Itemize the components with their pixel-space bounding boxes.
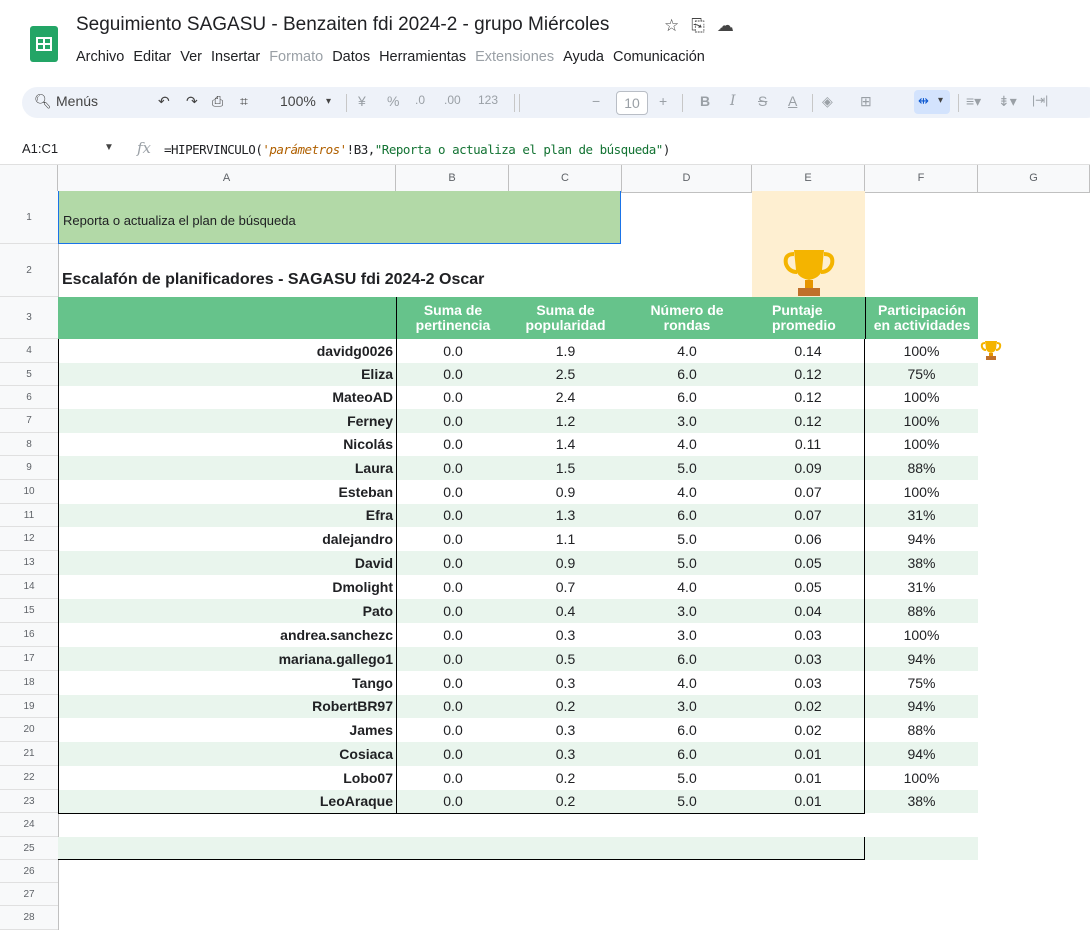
cell-popularidad[interactable]: 0.3	[509, 718, 622, 742]
cell-promedio[interactable]: 0.14	[752, 339, 865, 363]
cell-promedio[interactable]: 0.03	[752, 671, 865, 695]
cell-promedio[interactable]: 0.03	[752, 623, 865, 647]
empty-cell-f25[interactable]	[865, 837, 978, 860]
cell-rondas[interactable]: 5.0	[622, 527, 752, 551]
cell-participacion[interactable]: 94%	[865, 527, 978, 551]
cell-rondas[interactable]: 6.0	[622, 647, 752, 671]
cell-rondas[interactable]: 5.0	[622, 766, 752, 790]
row-header[interactable]: 1	[0, 191, 58, 244]
cell-popularidad[interactable]: 1.2	[509, 409, 622, 433]
cell-participacion[interactable]: 100%	[865, 409, 978, 433]
chevron-down-icon[interactable]: ▾	[326, 96, 332, 107]
cell-name[interactable]: MateoAD	[58, 386, 396, 409]
row-header[interactable]: 17	[0, 647, 58, 671]
cell-name[interactable]: mariana.gallego1	[58, 647, 396, 671]
text-color-button[interactable]: A	[788, 93, 798, 109]
cell-popularidad[interactable]: 1.1	[509, 527, 622, 551]
cell-pertinencia[interactable]: 0.0	[396, 790, 509, 813]
cell-popularidad[interactable]: 0.9	[509, 551, 622, 575]
cell-popularidad[interactable]: 0.2	[509, 766, 622, 790]
cell-participacion[interactable]: 100%	[865, 623, 978, 647]
chevron-down-icon[interactable]: ▼	[104, 142, 114, 153]
cell-participacion[interactable]: 100%	[865, 386, 978, 409]
cell-pertinencia[interactable]: 0.0	[396, 695, 509, 718]
bold-button[interactable]: B	[700, 93, 711, 109]
menu-item[interactable]: Ayuda	[563, 49, 604, 65]
cell-popularidad[interactable]: 0.2	[509, 695, 622, 718]
cell-name[interactable]: LeoAraque	[58, 790, 396, 813]
cell-promedio[interactable]: 0.12	[752, 409, 865, 433]
cell-popularidad[interactable]: 1.9	[509, 339, 622, 363]
cell-popularidad[interactable]: 0.3	[509, 671, 622, 695]
header-suma-popularidad[interactable]: Suma de popularidad	[509, 297, 622, 339]
cell-pertinencia[interactable]: 0.0	[396, 742, 509, 766]
cell-promedio[interactable]: 0.07	[752, 480, 865, 504]
row-header[interactable]: 10	[0, 480, 58, 504]
strikethrough-button[interactable]: S	[758, 93, 768, 109]
cell-popularidad[interactable]: 1.5	[509, 456, 622, 480]
fill-color-icon[interactable]: ◈	[822, 93, 833, 109]
cell-pertinencia[interactable]: 0.0	[396, 409, 509, 433]
row-header[interactable]: 3	[0, 297, 58, 339]
cell-popularidad[interactable]: 2.4	[509, 386, 622, 409]
header-cell-a[interactable]	[58, 297, 396, 339]
trophy-small-icon	[980, 338, 1002, 362]
cell-participacion[interactable]: 38%	[865, 790, 978, 813]
cell-promedio[interactable]: 0.02	[752, 695, 865, 718]
cell-popularidad[interactable]: 0.5	[509, 647, 622, 671]
decrease-font-size-button[interactable]: −	[592, 93, 601, 109]
formula-input[interactable]: =HIPERVINCULO('parámetros'!B3,"Reporta o actualiza el plan de búsqueda")	[164, 142, 670, 157]
cell-name[interactable]: David	[58, 551, 396, 575]
text-wrap-icon[interactable]: |⇥|	[1032, 93, 1049, 107]
cell-name[interactable]: Laura	[58, 456, 396, 480]
cell-participacion[interactable]: 31%	[865, 504, 978, 527]
cell-promedio[interactable]: 0.04	[752, 599, 865, 623]
cell-name[interactable]: davidg0026	[58, 339, 396, 363]
cell-participacion[interactable]: 75%	[865, 363, 978, 386]
row-header[interactable]: 25	[0, 837, 58, 860]
menu-item[interactable]: Editar	[133, 49, 172, 65]
redo-icon[interactable]: ↷	[186, 93, 198, 109]
cell-participacion[interactable]: 38%	[865, 551, 978, 575]
name-box[interactable]: A1:C1	[22, 141, 59, 156]
cell-promedio[interactable]: 0.09	[752, 456, 865, 480]
cell-rondas[interactable]: 4.0	[622, 575, 752, 599]
cell-rondas[interactable]: 5.0	[622, 790, 752, 813]
decrease-decimal-button[interactable]: .0	[415, 93, 426, 107]
cell-promedio[interactable]: 0.02	[752, 718, 865, 742]
row-header[interactable]: 4	[0, 339, 58, 363]
cell-participacion[interactable]: 94%	[865, 742, 978, 766]
menu-item[interactable]: Comunicación	[612, 49, 705, 65]
cell-rondas[interactable]: 3.0	[622, 409, 752, 433]
cell-pertinencia[interactable]: 0.0	[396, 551, 509, 575]
cell-promedio[interactable]: 0.01	[752, 790, 865, 813]
cell-name[interactable]: Efra	[58, 504, 396, 527]
row-header[interactable]: 19	[0, 695, 58, 718]
document-title[interactable]: Seguimiento SAGASU - Benzaiten fdi 2024-2 - grupo Miércoles	[76, 14, 610, 35]
cell-promedio[interactable]: 0.11	[752, 433, 865, 456]
cell-name[interactable]: Eliza	[58, 363, 396, 386]
cell-popularidad[interactable]: 1.3	[509, 504, 622, 527]
cell-promedio[interactable]: 0.06	[752, 527, 865, 551]
search-menus-button[interactable]: Menús	[56, 93, 99, 109]
header-puntaje-promedio[interactable]: Puntaje promedio	[752, 297, 865, 339]
percent-format-button[interactable]: %	[387, 93, 400, 109]
trophy-icon	[780, 240, 838, 298]
cloud-status-icon[interactable]: ☁	[716, 16, 746, 35]
cell-name[interactable]: Lobo07	[58, 766, 396, 790]
menu-item[interactable]: Archivo	[76, 49, 125, 65]
font-size-input[interactable]: 10	[616, 91, 648, 115]
cell-rondas[interactable]: 6.0	[622, 742, 752, 766]
cell-promedio[interactable]: 0.12	[752, 386, 865, 409]
cell-promedio[interactable]: 0.07	[752, 504, 865, 527]
menu-item[interactable]: Ver	[180, 49, 203, 65]
cell-promedio[interactable]: 0.03	[752, 647, 865, 671]
row-header[interactable]: 5	[0, 363, 58, 386]
cell-popularidad[interactable]: 0.7	[509, 575, 622, 599]
cell-pertinencia[interactable]: 0.0	[396, 456, 509, 480]
cell-rondas[interactable]: 4.0	[622, 339, 752, 363]
cell-rondas[interactable]: 5.0	[622, 456, 752, 480]
row-header[interactable]: 24	[0, 813, 58, 837]
cell-participacion[interactable]: 100%	[865, 766, 978, 790]
select-all-corner[interactable]	[0, 165, 58, 192]
cell-name[interactable]: Esteban	[58, 480, 396, 504]
cell-pertinencia[interactable]: 0.0	[396, 623, 509, 647]
cell-rondas[interactable]: 4.0	[622, 433, 752, 456]
row-header[interactable]: 12	[0, 527, 58, 551]
row-header[interactable]: 13	[0, 551, 58, 575]
row-header[interactable]: 22	[0, 766, 58, 790]
cell-participacion[interactable]: 94%	[865, 647, 978, 671]
cell-rondas[interactable]: 3.0	[622, 623, 752, 647]
horizontal-align-icon[interactable]: ≡▾	[966, 93, 982, 109]
cell-promedio[interactable]: 0.05	[752, 575, 865, 599]
cell-rondas[interactable]: 6.0	[622, 386, 752, 409]
cell-popularidad[interactable]: 1.4	[509, 433, 622, 456]
cell-participacion[interactable]: 88%	[865, 718, 978, 742]
cell-pertinencia[interactable]: 0.0	[396, 575, 509, 599]
row-header[interactable]: 11	[0, 504, 58, 527]
row-header[interactable]: 27	[0, 883, 58, 906]
row-header[interactable]: 23	[0, 790, 58, 813]
cell-rondas[interactable]: 3.0	[622, 695, 752, 718]
row-header[interactable]: 16	[0, 623, 58, 647]
cell-pertinencia[interactable]: 0.0	[396, 599, 509, 623]
cell-pertinencia[interactable]: 0.0	[396, 433, 509, 456]
cell-popularidad[interactable]: 0.3	[509, 742, 622, 766]
plan-link-cell[interactable]: Reporta o actualiza el plan de búsqueda	[58, 191, 621, 244]
cell-pertinencia[interactable]: 0.0	[396, 339, 509, 363]
row-header[interactable]: 26	[0, 860, 58, 883]
cell-pertinencia[interactable]: 0.0	[396, 480, 509, 504]
cell-name[interactable]: James	[58, 718, 396, 742]
vertical-align-icon[interactable]: ⇟▾	[998, 93, 1017, 109]
cell-pertinencia[interactable]: 0.0	[396, 527, 509, 551]
cell-rondas[interactable]: 3.0	[622, 599, 752, 623]
title-icons	[664, 16, 746, 36]
menu-item[interactable]: Datos	[332, 49, 371, 65]
row-header[interactable]: 9	[0, 456, 58, 480]
row-header[interactable]: 14	[0, 575, 58, 599]
column-header-g[interactable]: G	[978, 165, 1090, 192]
cell-promedio[interactable]: 0.01	[752, 766, 865, 790]
menu-item[interactable]: Herramientas	[379, 49, 467, 65]
cell-popularidad[interactable]: 0.9	[509, 480, 622, 504]
cell-participacion[interactable]: 100%	[865, 339, 978, 363]
cell-popularidad[interactable]: 0.3	[509, 623, 622, 647]
cell-participacion[interactable]: 75%	[865, 671, 978, 695]
print-icon[interactable]: ⎙	[212, 93, 224, 109]
column-header-d[interactable]: D	[622, 165, 752, 192]
row-header[interactable]: 18	[0, 671, 58, 695]
borders-icon[interactable]: ⊞	[860, 93, 872, 109]
currency-format-button[interactable]: ¥	[358, 93, 366, 109]
header-suma-pertinencia[interactable]: Suma de pertinencia	[396, 297, 509, 339]
menu-item[interactable]: Formato	[269, 49, 324, 65]
row-header[interactable]: 7	[0, 409, 58, 433]
cell-rondas[interactable]: 6.0	[622, 504, 752, 527]
column-header-a[interactable]: A	[58, 165, 396, 192]
cell-participacion[interactable]: 31%	[865, 575, 978, 599]
row-header[interactable]: 21	[0, 742, 58, 766]
increase-decimal-button[interactable]: .00	[444, 93, 461, 107]
cell-popularidad[interactable]: 2.5	[509, 363, 622, 386]
row-header[interactable]: 2	[0, 244, 58, 297]
cell-promedio[interactable]: 0.05	[752, 551, 865, 575]
cell-rondas[interactable]: 6.0	[622, 363, 752, 386]
row-header[interactable]: 8	[0, 433, 58, 456]
cell-name[interactable]: Tango	[58, 671, 396, 695]
cell-pertinencia[interactable]: 0.0	[396, 386, 509, 409]
empty-row-25[interactable]	[58, 837, 865, 860]
cell-participacion[interactable]: 88%	[865, 599, 978, 623]
italic-button[interactable]: I	[730, 93, 736, 109]
cell-name[interactable]: Cosiaca	[58, 742, 396, 766]
move-to-drive-icon[interactable]: ⎘	[691, 16, 717, 35]
row-header[interactable]: 28	[0, 906, 58, 930]
cell-name[interactable]: andrea.sanchezc	[58, 623, 396, 647]
cell-pertinencia[interactable]: 0.0	[396, 363, 509, 386]
sheets-logo-icon[interactable]	[30, 26, 58, 62]
star-icon[interactable]: ☆	[664, 16, 692, 35]
cell-pertinencia[interactable]: 0.0	[396, 671, 509, 695]
ranking-title: Escalafón de planificadores - SAGASU fdi 2024-2 Oscar	[62, 271, 485, 288]
row-header[interactable]: 6	[0, 386, 58, 409]
cell-participacion[interactable]: 100%	[865, 433, 978, 456]
cell-name[interactable]: RobertBR97	[58, 695, 396, 718]
cell-rondas[interactable]: 4.0	[622, 480, 752, 504]
cell-name[interactable]: Ferney	[58, 409, 396, 433]
toolbar	[22, 87, 1090, 118]
cell-pertinencia[interactable]: 0.0	[396, 647, 509, 671]
paint-format-icon[interactable]: ⌗	[240, 93, 248, 109]
cell-name[interactable]: Dmolight	[58, 575, 396, 599]
cell-rondas[interactable]: 4.0	[622, 671, 752, 695]
cell-participacion[interactable]: 94%	[865, 695, 978, 718]
merge-cells-button[interactable]: ⇹ ▾	[914, 90, 950, 114]
search-icon[interactable]: 🔍︎	[34, 93, 52, 109]
undo-icon[interactable]: ↶	[158, 93, 170, 109]
function-icon: fx	[137, 139, 152, 157]
cell-rondas[interactable]: 6.0	[622, 718, 752, 742]
cell-promedio[interactable]: 0.12	[752, 363, 865, 386]
increase-font-size-button[interactable]: +	[659, 93, 668, 109]
cell-participacion[interactable]: 88%	[865, 456, 978, 480]
header-participacion[interactable]: Participación en actividades	[865, 297, 978, 339]
cell-participacion[interactable]: 100%	[865, 480, 978, 504]
cell-promedio[interactable]: 0.01	[752, 742, 865, 766]
row-header[interactable]: 20	[0, 718, 58, 742]
column-headers	[0, 164, 1090, 193]
cell-rondas[interactable]: 5.0	[622, 551, 752, 575]
zoom-select[interactable]: 100%	[280, 93, 316, 109]
cell-pertinencia[interactable]: 0.0	[396, 504, 509, 527]
cell-name[interactable]: Pato	[58, 599, 396, 623]
cell-popularidad[interactable]: 0.2	[509, 790, 622, 813]
column-header-f[interactable]: F	[865, 165, 978, 192]
empty-row-24[interactable]	[58, 813, 865, 837]
menu-bar	[76, 49, 714, 65]
row-header[interactable]: 15	[0, 599, 58, 623]
number-format-button[interactable]: 123	[478, 93, 499, 107]
column-header-e[interactable]: E	[752, 165, 865, 192]
cell-popularidad[interactable]: 0.4	[509, 599, 622, 623]
menu-item[interactable]: Insertar	[211, 49, 261, 65]
cell-name[interactable]: dalejandro	[58, 527, 396, 551]
column-header-b[interactable]: B	[396, 165, 509, 192]
row-headers	[0, 191, 59, 930]
menu-item[interactable]: Extensiones	[475, 49, 555, 65]
header-numero-rondas[interactable]: Número de rondas	[622, 297, 752, 339]
column-header-c[interactable]: C	[509, 165, 622, 192]
cell-pertinencia[interactable]: 0.0	[396, 718, 509, 742]
cell-name[interactable]: Nicolás	[58, 433, 396, 456]
cell-pertinencia[interactable]: 0.0	[396, 766, 509, 790]
